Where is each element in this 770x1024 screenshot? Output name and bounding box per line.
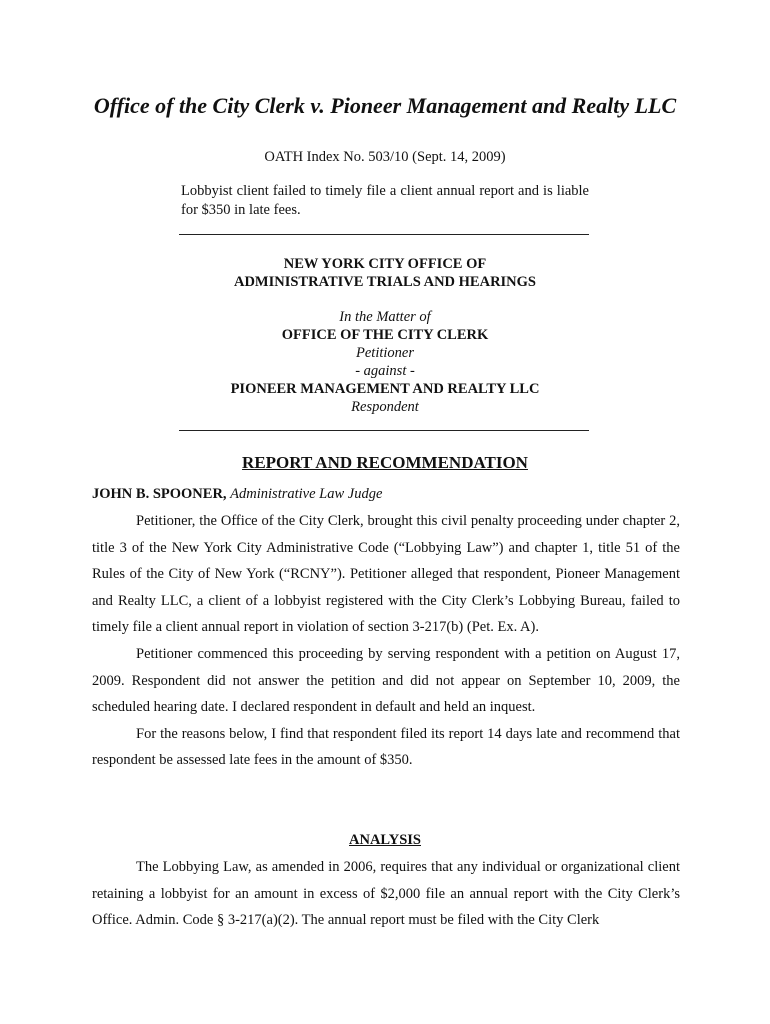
case-caption <box>90 308 680 416</box>
body-paragraph: Petitioner commenced this proceeding by serving respondent with a petition on August 17, 2009. Respondent did not answer the petition and did not appear on September 10, 2009, the scheduled hearing date. I declared respondent in default and held an inquest. <box>92 645 680 716</box>
horizontal-rule-bottom <box>179 430 589 431</box>
in-the-matter-of: In the Matter of <box>339 309 431 325</box>
judge-role: Administrative Law Judge <box>230 486 383 502</box>
horizontal-rule-top <box>179 234 589 235</box>
body-paragraph: Petitioner, the Office of the City Clerk, brought this civil penalty proceeding under chapter 2, title 3 of the New York City Administrative Code (“Lobbying Law”) and chapter 1, title 51 of the Rules of the City of New York (“RCNY”). Petitioner alleged that respondent, Pioneer Management and Realty LLC, a client of a lobbyist registered with the City Clerk’s Lobbying Bureau, failed to timely file a client annual report in violation of section 3-217(b) (Pet. Ex. A). <box>92 513 680 636</box>
analysis-body <box>92 854 680 934</box>
analysis-heading: ANALYSIS <box>349 832 421 848</box>
against-label: - against - <box>355 363 415 379</box>
analysis-paragraph: The Lobbying Law, as amended in 2006, requires that any individual or organizational client retaining a lobbyist for an amount in excess of $2,000 file an annual report with the City Clerk’s Office. Admin. Code § 3-217(a)(2). The annual report must be filed with the City Clerk <box>92 859 680 929</box>
petitioner-role: Petitioner <box>356 345 414 361</box>
petitioner-name: OFFICE OF THE CITY CLERK <box>281 327 489 343</box>
respondent-role: Respondent <box>351 399 419 415</box>
tribunal-line-1: NEW YORK CITY OFFICE OF <box>283 256 487 272</box>
judge-name: JOHN B. SPOONER, <box>92 486 227 502</box>
tribunal-name <box>90 255 680 291</box>
case-summary: Lobbyist client failed to timely file a client annual report and is liable for $350 in late fees. <box>181 183 589 218</box>
report-heading: REPORT AND RECOMMENDATION <box>242 453 528 472</box>
document-title: Office of the City Clerk v. Pioneer Management and Realty LLC <box>93 93 677 118</box>
judge-line <box>92 485 382 503</box>
body-paragraph: For the reasons below, I find that respondent filed its report 14 days late and recommend that respondent be assessed late fees in the amount of $350. <box>92 725 680 769</box>
report-body <box>92 508 680 774</box>
respondent-name: PIONEER MANAGEMENT AND REALTY LLC <box>230 381 540 397</box>
oath-index-citation: OATH Index No. 503/10 (Sept. 14, 2009) <box>264 149 506 165</box>
tribunal-line-2: ADMINISTRATIVE TRIALS AND HEARINGS <box>233 274 536 290</box>
